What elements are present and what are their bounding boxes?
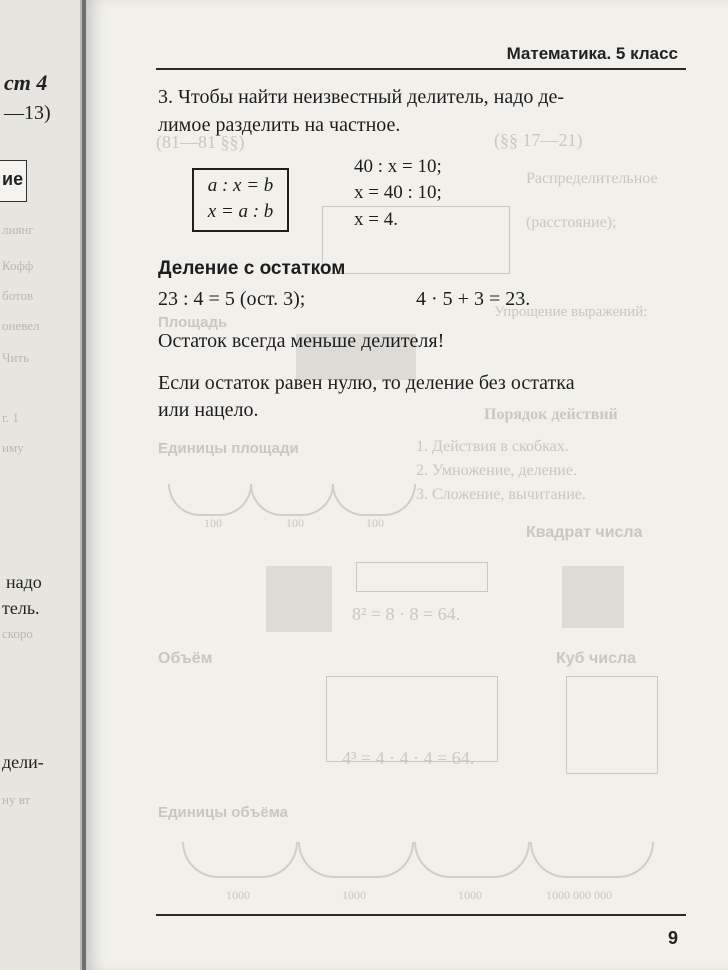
- left-page-faint-line: г. 1: [2, 410, 19, 425]
- bleed-through-text: Единицы объёма: [158, 804, 288, 821]
- bleed-through-text: 3. Сложение, вычитание.: [416, 486, 586, 503]
- bleed-through-arc: [332, 484, 416, 516]
- rule-3-line-1: 3. Чтобы найти неизвестный делитель, надо де-: [158, 86, 565, 108]
- bleed-through-text: 1000: [342, 888, 366, 902]
- footer-rule: [156, 914, 686, 916]
- bleed-through-arc: [530, 842, 654, 878]
- left-page-fragment: дели-: [2, 752, 44, 772]
- bleed-through-box: [322, 206, 510, 274]
- bleed-through-text: 1. Действия в скобках.: [416, 438, 569, 455]
- bleed-through-text: 8² = 8 · 8 = 64.: [352, 604, 461, 624]
- left-page-faint-line: оневел: [2, 318, 40, 333]
- example-line: x = 4.: [354, 209, 398, 230]
- bleed-through-text: 1000: [458, 888, 482, 902]
- left-page-fragment: тель.: [2, 598, 40, 618]
- page-header-title: Математика. 5 класс: [506, 44, 678, 63]
- left-page-fragment: —13): [4, 102, 51, 124]
- bleed-through-text: Упрощение выражений:: [494, 304, 648, 320]
- rule-remainder-less: Остаток всегда меньше делителя!: [158, 330, 445, 352]
- bleed-through-text: 100: [286, 516, 304, 530]
- left-page-box: [0, 160, 27, 202]
- bleed-through-text: (§§ 17—21): [494, 130, 583, 150]
- left-page-faint-line: Кофф: [2, 258, 34, 273]
- left-page-faint-line: Чить: [2, 350, 30, 365]
- bleed-through-text: 1000 000 000: [546, 888, 612, 902]
- bleed-through-text: 100: [204, 516, 222, 530]
- bleed-through-text: 2. Умножение, деление.: [416, 462, 577, 479]
- left-page-fragment: ие: [2, 169, 24, 189]
- rule-zero-remainder: Если остаток равен нулю, то деление без остатка: [158, 372, 575, 394]
- bleed-through-arc: [298, 842, 414, 878]
- book-page: [86, 0, 728, 970]
- bleed-through-box: [566, 676, 658, 774]
- bleed-through-text: 1000: [226, 888, 250, 902]
- rule-3-line-2: лимое разделить на частное.: [158, 114, 401, 136]
- bleed-through-arc: [182, 842, 298, 878]
- left-page-faint-line: лиянг: [2, 222, 34, 237]
- bleed-through-text: Порядок действий: [484, 406, 618, 423]
- remainder-example: 23 : 4 = 5 (ост. 3);: [158, 288, 306, 310]
- bleed-through-text: Площадь: [158, 314, 228, 331]
- bleed-through-arc: [250, 484, 334, 516]
- formula-line: a : x = b: [207, 175, 274, 196]
- division-formula-box: [192, 168, 289, 232]
- formula-line: x = a : b: [207, 201, 274, 222]
- bleed-through-text: 4³ = 4 · 4 · 4 = 64.: [342, 748, 475, 768]
- bleed-through-text: Куб числа: [556, 650, 637, 667]
- bleed-through-shade: [266, 566, 332, 632]
- example-line: x = 40 : 10;: [354, 182, 442, 203]
- bleed-through-text: Квадрат числа: [526, 524, 643, 541]
- check-example: 4 · 5 + 3 = 23.: [416, 288, 531, 310]
- page-number: 9: [667, 928, 678, 948]
- bleed-through-box: [356, 562, 488, 592]
- left-page-faint-line: скоро: [2, 626, 33, 641]
- bleed-through-text: Единицы площади: [158, 440, 299, 457]
- bleed-through-text: (расстояние);: [526, 214, 617, 231]
- header-rule: [156, 68, 686, 70]
- bleed-through-shade: [562, 566, 624, 628]
- left-page-strip: [0, 0, 82, 970]
- bleed-through-arc: [414, 842, 530, 878]
- left-page-fragment: надо: [6, 572, 42, 592]
- left-page-faint-line: иму: [2, 440, 24, 455]
- left-page-fragment: ст 4: [4, 70, 48, 95]
- rule-zero-remainder-cont: или нацело.: [158, 399, 259, 421]
- bleed-through-arc: [168, 484, 252, 516]
- left-page-faint-line: ботов: [2, 288, 34, 303]
- bleed-through-text: (81—81 §§): [156, 132, 245, 152]
- bleed-through-text: Распределительное: [526, 170, 658, 187]
- example-line: 40 : x = 10;: [354, 156, 442, 177]
- bleed-through-text: 100: [366, 516, 384, 530]
- left-page-faint-line: ну вт: [2, 792, 31, 807]
- section-heading: Деление с остатком: [158, 258, 346, 279]
- bleed-through-text: Объём: [158, 650, 213, 667]
